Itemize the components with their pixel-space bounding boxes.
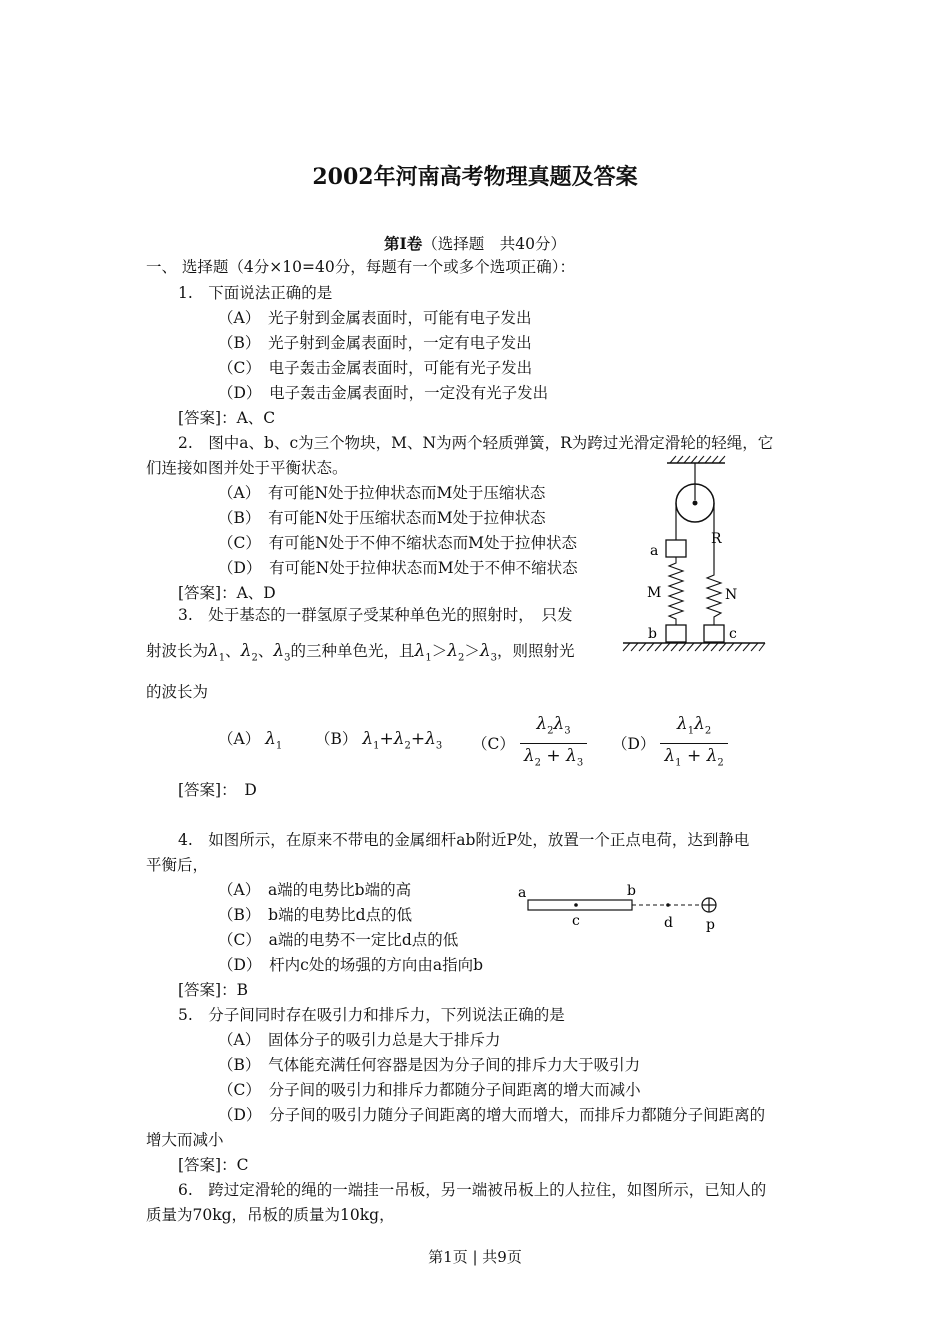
label-r: R xyxy=(711,531,722,547)
subscript: 2 xyxy=(704,725,712,737)
lambda-symbol: λ xyxy=(694,714,705,734)
lambda-symbol: λ xyxy=(414,641,426,661)
subscript: 1 xyxy=(218,652,226,664)
gt-sign: ＞ xyxy=(431,642,448,660)
lambda-symbol: λ xyxy=(536,714,548,734)
q2-option-c: （C） 有可能N处于不伸不缩状态而M处于拉伸状态 xyxy=(218,534,578,552)
section-heading xyxy=(0,232,950,254)
section-heading-bold: 第Ⅰ卷 xyxy=(384,234,423,253)
subscript: 3 xyxy=(490,652,498,664)
plus-sign: + xyxy=(686,746,702,767)
plus-sign: + xyxy=(410,729,426,749)
lambda-symbol: λ xyxy=(553,714,565,734)
subscript: 1 xyxy=(425,652,432,664)
subscript: 2 xyxy=(717,757,724,769)
gt-sign: ＞ xyxy=(464,642,480,660)
q3-stem-2a: 射波长为 xyxy=(146,642,209,660)
separator: 、 xyxy=(225,642,241,660)
lambda-symbol: λ xyxy=(208,641,219,661)
page-footer: 第1页 | 共9页 xyxy=(428,1248,522,1266)
subscript: 2 xyxy=(457,652,465,664)
option-label: （A） xyxy=(218,730,261,748)
fraction xyxy=(660,714,727,774)
lambda-symbol: λ xyxy=(447,641,458,661)
label-a: a xyxy=(650,543,659,559)
lambda-symbol: λ xyxy=(566,746,577,767)
lambda-symbol: λ xyxy=(676,714,688,734)
q4-option-c: （C） a端的电势不一定比d点的低 xyxy=(218,931,459,949)
q3-stem-line2 xyxy=(146,641,575,668)
label-c: c xyxy=(729,626,737,642)
q2-answer: [答案]：A、D xyxy=(178,584,276,602)
subscript: 2 xyxy=(534,757,541,769)
q4-option-b: （B） b端的电势比d点的低 xyxy=(218,906,412,924)
subscript: 1 xyxy=(687,725,695,737)
page-title: 2002年河南高考物理真题及答案 xyxy=(312,164,638,190)
rod-charge-figure xyxy=(510,878,730,938)
q1-option-b: （B） 光子射到金属表面时，一定有电子发出 xyxy=(218,334,532,352)
subscript: 2 xyxy=(251,652,258,664)
q4-stem-line2: 平衡后， xyxy=(146,856,209,874)
separator: 、 xyxy=(257,642,274,660)
rod-label-c: c xyxy=(572,913,580,929)
subscript: 2 xyxy=(547,725,554,737)
q3-answer: [答案]： D xyxy=(178,781,257,799)
q3-stem-2b: 的三种单色光，且 xyxy=(290,642,415,660)
option-label: （B） xyxy=(315,730,358,748)
subscript: 3 xyxy=(564,725,571,737)
q3-option-d xyxy=(612,714,728,774)
q2-stem-line1: 2. 图中a、b、c为三个物块，M、N为两个轻质弹簧，R为跨过光滑定滑轮的轻绳，它 xyxy=(178,434,774,452)
point-label-d: d xyxy=(664,915,673,931)
q5-option-d-line2: 增大而减小 xyxy=(146,1131,224,1149)
q5-option-a: （A） 固体分子的吸引力总是大于排斥力 xyxy=(218,1031,501,1049)
lambda-symbol: λ xyxy=(393,729,405,749)
subscript: 1 xyxy=(275,740,283,752)
q6-stem-line2: 质量为70kg，吊板的质量为10kg， xyxy=(146,1206,395,1224)
q2-stem-line2: 们连接如图并处于平衡状态。 xyxy=(146,459,348,477)
q6-stem-line1: 6. 跨过定滑轮的绳的一端挂一吊板，另一端被吊板上的人拉住，如图所示，已知人的 xyxy=(178,1181,767,1199)
point-label-p: p xyxy=(706,917,715,933)
lambda-symbol: λ xyxy=(240,641,252,661)
section-heading-rest: （选择题 共40分） xyxy=(422,235,566,253)
q2-option-d: （D） 有可能N处于拉伸状态而M处于不伸不缩状态 xyxy=(218,559,578,577)
q5-option-d-line1: （D） 分子间的吸引力随分子间距离的增大而增大，而排斥力都随分子间距离的 xyxy=(218,1106,766,1124)
lambda-symbol: λ xyxy=(425,729,436,749)
q1-stem: 1. 下面说法正确的是 xyxy=(178,284,333,302)
q2-option-a: （A） 有可能N处于拉伸状态而M处于压缩状态 xyxy=(218,484,546,502)
q1-option-d: （D） 电子轰击金属表面时，一定没有光子发出 xyxy=(218,384,549,402)
plus-sign: + xyxy=(546,746,561,767)
lambda-symbol: λ xyxy=(273,641,285,661)
lambda-symbol: λ xyxy=(265,729,276,749)
q5-answer: [答案]：C xyxy=(178,1156,249,1174)
q3-stem-line1: 3. 处于基态的一群氢原子受某种单色光的照射时， 只发 xyxy=(178,606,573,624)
q5-option-c: （C） 分子间的吸引力和排斥力都随分子间距离的增大而减小 xyxy=(218,1081,641,1099)
q2-option-b: （B） 有可能N处于压缩状态而M处于拉伸状态 xyxy=(218,509,546,527)
q1-answer: [答案]：A、C xyxy=(178,409,276,427)
option-label: （C） xyxy=(472,734,515,753)
label-b: b xyxy=(648,626,657,642)
subscript: 1 xyxy=(675,757,682,769)
subscript: 1 xyxy=(373,740,380,752)
subscript: 3 xyxy=(284,652,291,664)
q4-option-d: （D） 杆内c处的场强的方向由a指向b xyxy=(218,956,484,974)
fraction xyxy=(520,714,587,774)
lambda-symbol: λ xyxy=(362,729,374,749)
subscript: 3 xyxy=(435,740,443,752)
lambda-symbol: λ xyxy=(523,746,535,767)
lambda-symbol: λ xyxy=(706,746,718,767)
q3-option-a xyxy=(218,729,282,756)
q5-option-b: （B） 气体能充满任何容器是因为分子间的排斥力大于吸引力 xyxy=(218,1056,641,1074)
plus-sign: + xyxy=(379,729,394,749)
q3-option-b xyxy=(315,729,442,756)
part-heading: 一、 选择题（4分×10=40分，每题有一个或多个选项正确）： xyxy=(146,258,575,276)
lambda-symbol: λ xyxy=(664,746,676,767)
q4-stem-line1: 4. 如图所示，在原来不带电的金属细杆ab附近P处，放置一个正点电荷，达到静电 xyxy=(178,831,750,849)
q1-option-c: （C） 电子轰击金属表面时，可能有光子发出 xyxy=(218,359,533,377)
q5-stem: 5. 分子间同时存在吸引力和排斥力，下列说法正确的是 xyxy=(178,1006,565,1024)
spring-pulley-figure xyxy=(615,455,775,660)
q4-option-a: （A） a端的电势比b端的高 xyxy=(218,881,412,899)
label-m: M xyxy=(647,585,662,601)
subscript: 2 xyxy=(404,740,411,752)
lambda-symbol: λ xyxy=(479,641,491,661)
subscript: 3 xyxy=(576,757,584,769)
option-label: （D） xyxy=(612,734,656,753)
label-n: N xyxy=(725,587,738,603)
rod-label-a: a xyxy=(518,885,527,901)
q3-stem-line3: 的波长为 xyxy=(146,683,209,701)
q1-option-a: （A） 光子射到金属表面时，可能有电子发出 xyxy=(218,309,532,327)
rod-label-b: b xyxy=(627,883,636,899)
q3-option-c xyxy=(472,714,587,774)
q3-stem-2c: ，则照射光 xyxy=(497,642,575,660)
q4-answer: [答案]：B xyxy=(178,981,248,999)
